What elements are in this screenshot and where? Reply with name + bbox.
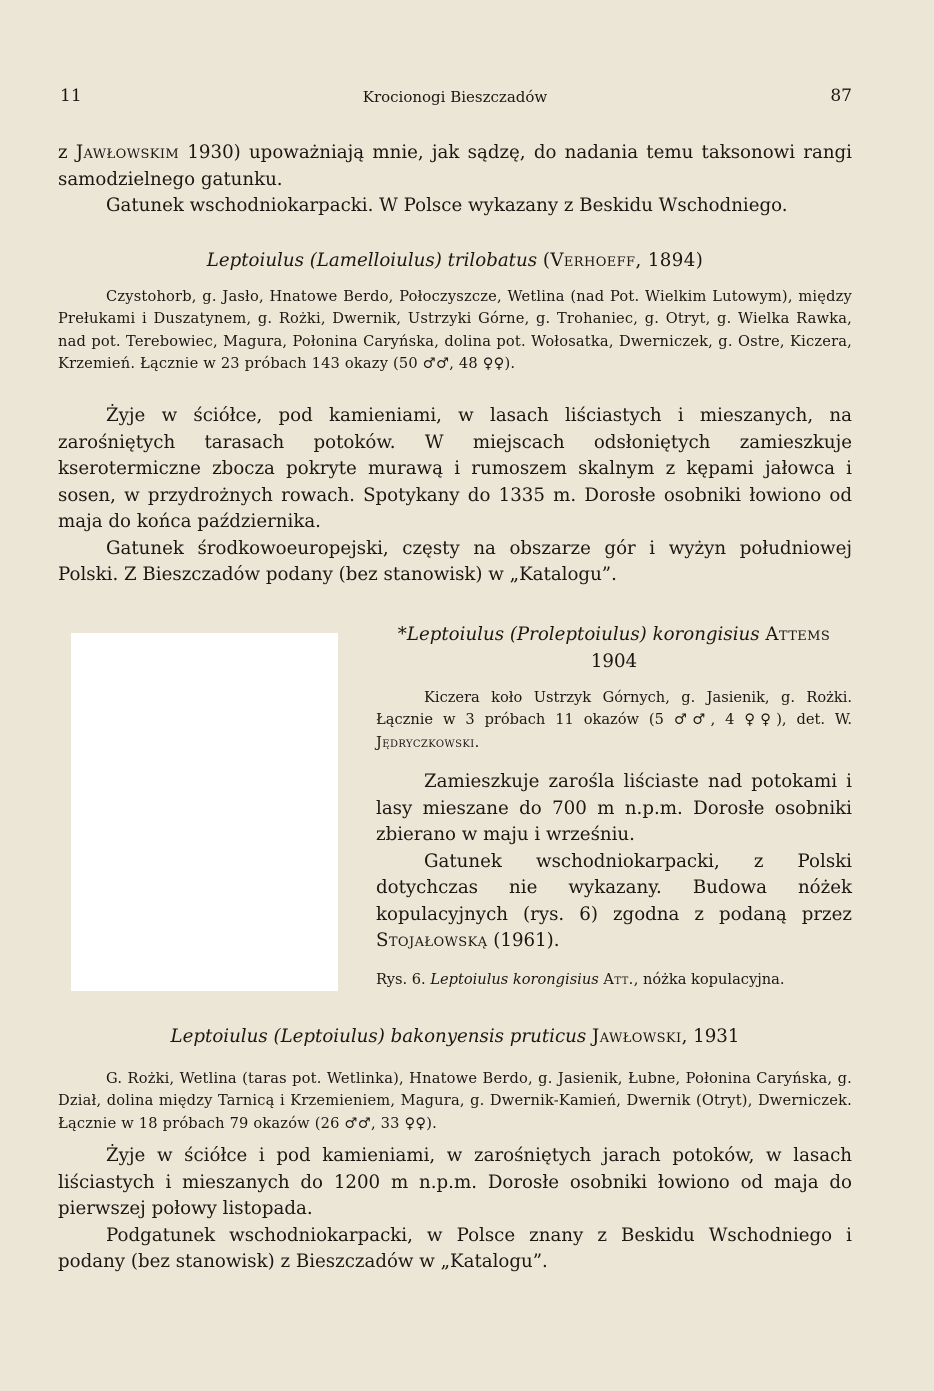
species2-heading: *Leptoiulus (Proleptoiulus) korongisius Attems 1904	[397, 624, 831, 672]
intro-paragraph-2: Gatunek wschodniokarpacki. W Polsce wykazany z Beskidu Wschodniego.	[106, 195, 788, 216]
species2-localities: Kiczera koło Ustrzyk Górnych, g. Jasienik, g. Rożki. Łącznie w 3 próbach 11 okazów (5 ♂♂, 4 ♀♀), det. W. Jędryczkowski.	[376, 689, 852, 751]
species3-localities: G. Rożki, Wetlina (taras pot. Wetlinka), Hnatowe Berdo, g. Jasienik, Łubne, Połonina Caryńska, g. Dział, dolina między Tarnicą i Krzemieniem, Magura, g. Dwernik-Kamień, Dwernik (Otryt), Dwerniczek. Łącznie w 18 próbach 79 okazów (26 ♂♂, 33 ♀♀).	[58, 1070, 852, 1132]
species2-habitat: Zamieszkuje zarośla liściaste nad potokami i lasy mieszane do 700 m n.p.m. Dorosłe osobniki zbierano w maju i wrześniu.	[376, 771, 852, 846]
species1-distribution: Gatunek środkowoeuropejski, częsty na obszarze gór i wyżyn południowej Polski. Z Bieszczadów podany (bez stanowisk) w „Katalogu”.	[58, 537, 852, 585]
chapter-number: 11	[60, 86, 82, 106]
species1-habitat: Żyje w ściółce, pod kamieniami, w lasach liściastych i mieszanych, na zarośniętych tarasach potoków. W miejscach odsłoniętych zamieszkuje kserotermiczne zbocza pokryte murawą i rumoszem skalnym z kępami jałowca i sosen, w przydrożnych rowach. Spotykany do 1335 m. Dorosłe osobniki łowiono od maja do końca października.	[58, 405, 852, 532]
figure-6-caption: Rys. 6. Leptoiulus korongisius Att., nóżka kopulacyjna.	[376, 970, 785, 988]
species2-block	[376, 621, 852, 991]
species1-heading: Leptoiulus (Lamelloiulus) trilobatus (Verhoeff, 1894)	[206, 250, 704, 271]
species3-habitat: Żyje w ściółce i pod kamieniami, w zarośniętych jarach potoków, w lasach liściastych i mieszanych do 1200 m n.p.m. Dorosłe osobniki łowiono od maja do pierwszej połowy listopada.	[58, 1145, 852, 1219]
species3-text	[58, 1143, 852, 1276]
page-header	[58, 86, 852, 112]
species1-localities: Czystohorb, g. Jasło, Hnatowe Berdo, Połoczyszcze, Wetlina (nad Pot. Wielkim Lutowym), między Prełukami i Duszatynem, g. Rożki, Dwernik, Ustrzyki Górne, g. Trohaniec, g. Otryt, g. Wielka Rawka, nad pot. Terebowiec, Magura, Połonina Caryńska, dolina pot. Wołosatka, Dwerniczek, g. Ostre, Kiczera, Krzemień. Łącznie w 23 próbach 143 okazy (50 ♂♂, 48 ♀♀).	[58, 288, 852, 373]
species3-distribution: Podgatunek wschodniokarpacki, w Polsce znany z Beskidu Wschodniego i podany (bez stanowisk) z Bieszczadów w „Katalogu”.	[58, 1224, 852, 1272]
species1-text	[58, 403, 852, 589]
figure-6-image	[71, 633, 338, 991]
species2-distribution: Gatunek wschodniokarpacki, z Polski dotychczas nie wykazany. Budowa nóżek kopulacyjnych (rys. 6) zgodna z podaną przez Stojałowską (1961).	[376, 850, 852, 952]
species3-heading: Leptoiulus (Leptoiulus) bakonyensis pruticus Jawłowski, 1931	[170, 1026, 740, 1047]
intro-paragraph: z Jawłowskim 1930) upoważniają mnie, jak sądzę, do nadania temu taksonowi rangi samodzielnego gatunku.	[58, 142, 853, 190]
running-title: Krocionogi Bieszczadów	[362, 88, 548, 106]
page-number: 87	[830, 86, 852, 106]
intro-text	[58, 140, 852, 220]
